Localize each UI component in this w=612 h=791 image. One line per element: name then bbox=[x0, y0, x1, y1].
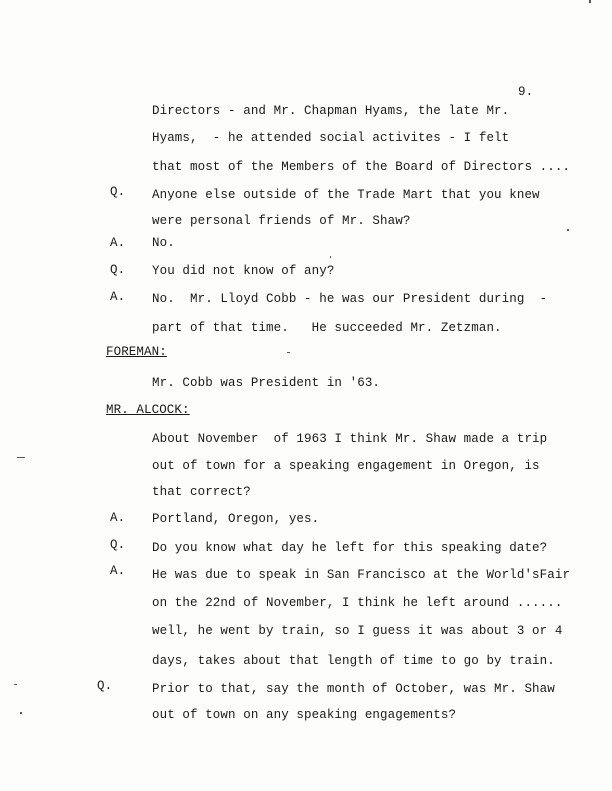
answer-text: days, takes about that length of time to go by train. bbox=[152, 654, 555, 668]
question-text: You did not know of any? bbox=[152, 264, 335, 278]
question-text: out of town on any speaking engagements? bbox=[152, 708, 457, 722]
question-text: Prior to that, say the month of October, was Mr. Shaw bbox=[152, 682, 555, 696]
question-text: were personal friends of Mr. Shaw? bbox=[152, 214, 411, 228]
answer-label: A. bbox=[110, 511, 126, 525]
scan-speck bbox=[17, 457, 25, 458]
answer-text: on the 22nd of November, I think he left around ...... bbox=[152, 596, 563, 610]
speaker-alcock: MR. ALCOCK: bbox=[106, 403, 190, 417]
speaker-text: out of town for a speaking engagement in Oregon, is bbox=[152, 459, 540, 473]
speaker-text: About November of 1963 I think Mr. Shaw made a trip bbox=[152, 432, 548, 446]
answer-label: A. bbox=[110, 290, 126, 304]
scan-speck bbox=[14, 684, 17, 685]
answer-text: No. bbox=[152, 236, 175, 250]
question-label: Q. bbox=[110, 538, 126, 552]
question-text: Do you know what day he left for this speaking date? bbox=[152, 541, 548, 555]
question-label: Q. bbox=[110, 263, 126, 277]
scan-speck bbox=[330, 256, 331, 258]
question-label: Q. bbox=[110, 185, 126, 199]
transcript-line: Directors - and Mr. Chapman Hyams, the late Mr. bbox=[152, 104, 510, 118]
answer-text: well, he went by train, so I guess it was about 3 or 4 bbox=[152, 624, 563, 638]
question-text: Anyone else outside of the Trade Mart that you knew bbox=[152, 188, 540, 202]
scan-speck bbox=[589, 0, 591, 3]
answer-text: Portland, Oregon, yes. bbox=[152, 512, 320, 526]
speaker-text: that correct? bbox=[152, 485, 251, 499]
answer-label: A. bbox=[110, 236, 126, 250]
scan-speck bbox=[287, 352, 290, 353]
scan-speck bbox=[567, 229, 569, 231]
scan-speck bbox=[20, 712, 22, 714]
transcript-line: Hyams, - he attended social activites - I felt bbox=[152, 131, 510, 145]
question-label: Q. bbox=[97, 679, 113, 693]
answer-text: part of that time. He succeeded Mr. Zetzman. bbox=[152, 321, 502, 335]
page-number: 9. bbox=[518, 85, 534, 99]
transcript-line: that most of the Members of the Board of Directors .... bbox=[152, 160, 571, 174]
speaker-foreman: FOREMAN: bbox=[106, 345, 167, 359]
answer-text: No. Mr. Lloyd Cobb - he was our President during - bbox=[152, 292, 548, 306]
answer-label: A. bbox=[110, 564, 126, 578]
answer-text: He was due to speak in San Francisco at the World'sFair bbox=[152, 568, 571, 582]
speaker-text: Mr. Cobb was President in '63. bbox=[152, 376, 381, 390]
